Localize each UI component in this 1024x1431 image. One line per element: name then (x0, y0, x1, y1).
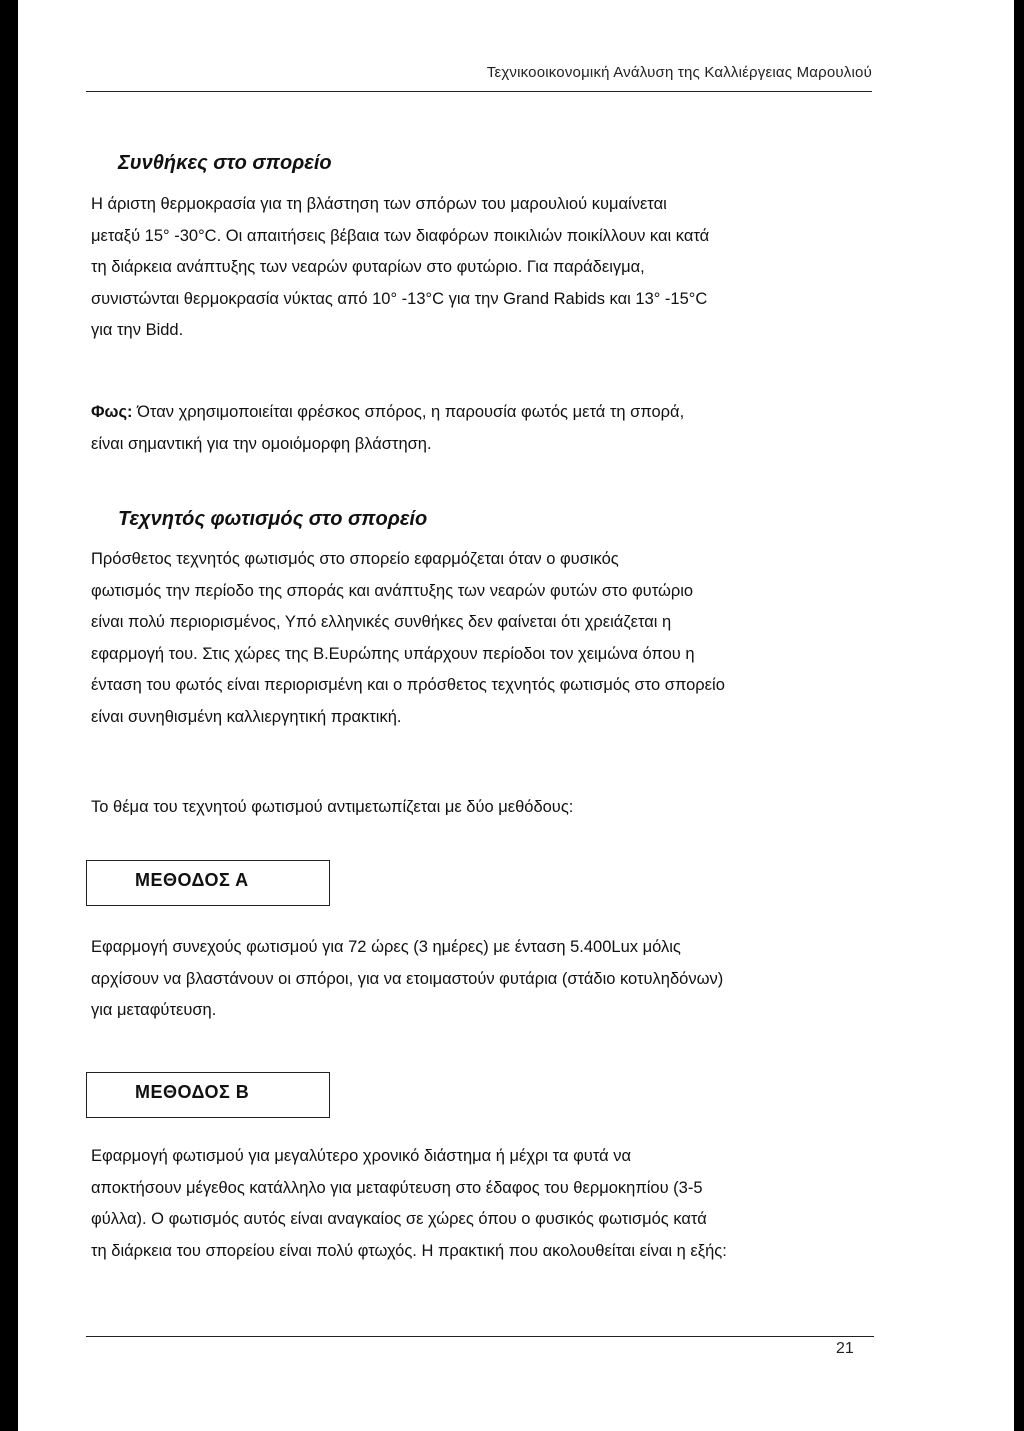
paragraph-artificial-lighting (91, 544, 871, 733)
paragraph-line: μεταξύ 15° -30°C. Οι απαιτήσεις βέβαια των διαφόρων ποικιλιών ποικίλλουν και κατά (91, 226, 710, 245)
paragraph-method-b (91, 1141, 871, 1267)
light-lead-term: Φως: (91, 403, 133, 421)
page-number: 21 (836, 1340, 854, 1357)
paragraph-line: αρχίσουν να βλαστάνουν οι σπόροι, για να ετοιμαστούν φυτάρια (στάδιο κοτυληδόνων) (91, 969, 724, 988)
paragraph-line: είναι σημαντική για την ομοιόμορφη βλάστηση. (91, 434, 432, 453)
paragraph-line: εφαρμογή του. Στις χώρες της Β.Ευρώπης υπάρχουν περίοδοι τον χειμώνα όπου η (91, 644, 695, 663)
footer-rule (86, 1336, 874, 1337)
paragraph-methods-intro (91, 792, 871, 824)
paragraph-line: τη διάρκεια του σπορείου είναι πολύ φτωχός. Η πρακτική που ακολουθείται είναι η εξής: (91, 1241, 727, 1260)
paragraph-method-a (91, 932, 871, 1027)
paragraph-line (91, 397, 871, 429)
paragraph-line: Πρόσθετος τεχνητός φωτισμός στο σπορείο εφαρμόζεται όταν ο φυσικός (91, 550, 619, 568)
paragraph-line: φωτισμός την περίοδο της σποράς και ανάπτυξης των νεαρών φυτών στο φυτώριο (91, 581, 694, 600)
paragraph-light (91, 397, 871, 460)
paragraph-line: Εφαρμογή συνεχούς φωτισμού για 72 ώρες (3 ημέρες) με ένταση 5.400Lux μόλις (91, 938, 681, 956)
paragraph-line: είναι πολύ περιορισμένος, Υπό ελληνικές συνθήκες δεν φαίνεται ότι χρειάζεται η (91, 613, 672, 631)
method-b-label: ΜΕΘΟΔΟΣ Β (135, 1082, 250, 1102)
paragraph-line: αποκτήσουν μέγεθος κατάλληλο για μεταφύτευση στο έδαφος του θερμοκηπίου (3-5 (91, 1178, 703, 1197)
paragraph-line: συνιστώνται θερμοκρασία νύκτας από 10° -13°C για την Grand Rabids και 13° -15°C (91, 289, 708, 308)
paragraph-line: είναι συνηθισμένη καλλιεργητική πρακτική. (91, 707, 402, 726)
heading-artificial-lighting: Τεχνητός φωτισμός στο σπορείο (118, 508, 428, 530)
paragraph-line: Η άριστη θερμοκρασία για τη βλάστηση των σπόρων του μαρουλιού κυμαίνεται (91, 195, 667, 213)
light-text: Όταν χρησιμοποιείται φρέσκος σπόρος, η παρουσία φωτός μετά τη σπορά, (132, 403, 685, 421)
method-a-label: ΜΕΘΟΔΟΣ Α (135, 870, 249, 890)
document-page (18, 0, 1014, 1431)
running-header: Τεχνικοοικονομική Ανάλυση της Καλλιέργειας Μαρουλιού (486, 64, 872, 81)
paragraph-line: Εφαρμογή φωτισμού για μεγαλύτερο χρονικό διάστημα ή μέχρι τα φυτά να (91, 1147, 632, 1165)
paragraph-line: φύλλα). Ο φωτισμός αυτός είναι αναγκαίος σε χώρες όπου ο φυσικός φωτισμός κατά (91, 1210, 707, 1228)
paragraph-line: τη διάρκεια ανάπτυξης των νεαρών φυταρίων στο φυτώριο. Για παράδειγμα, (91, 258, 645, 276)
paragraph-line: για μεταφύτευση. (91, 1001, 217, 1019)
paragraph-temperature (91, 189, 871, 347)
paragraph-line: ένταση του φωτός είναι περιορισμένη και ο πρόσθετος τεχνητός φωτισμός στο σπορείο (91, 676, 725, 694)
header-rule (86, 91, 872, 92)
method-b-box (86, 1072, 330, 1118)
method-a-box (86, 860, 330, 906)
heading-seedbed-conditions: Συνθήκες στο σπορείο (118, 152, 332, 174)
paragraph-line: Το θέμα του τεχνητού φωτισμού αντιμετωπίζεται με δύο μεθόδους: (91, 798, 574, 816)
paragraph-line: για την Bidd. (91, 321, 184, 339)
